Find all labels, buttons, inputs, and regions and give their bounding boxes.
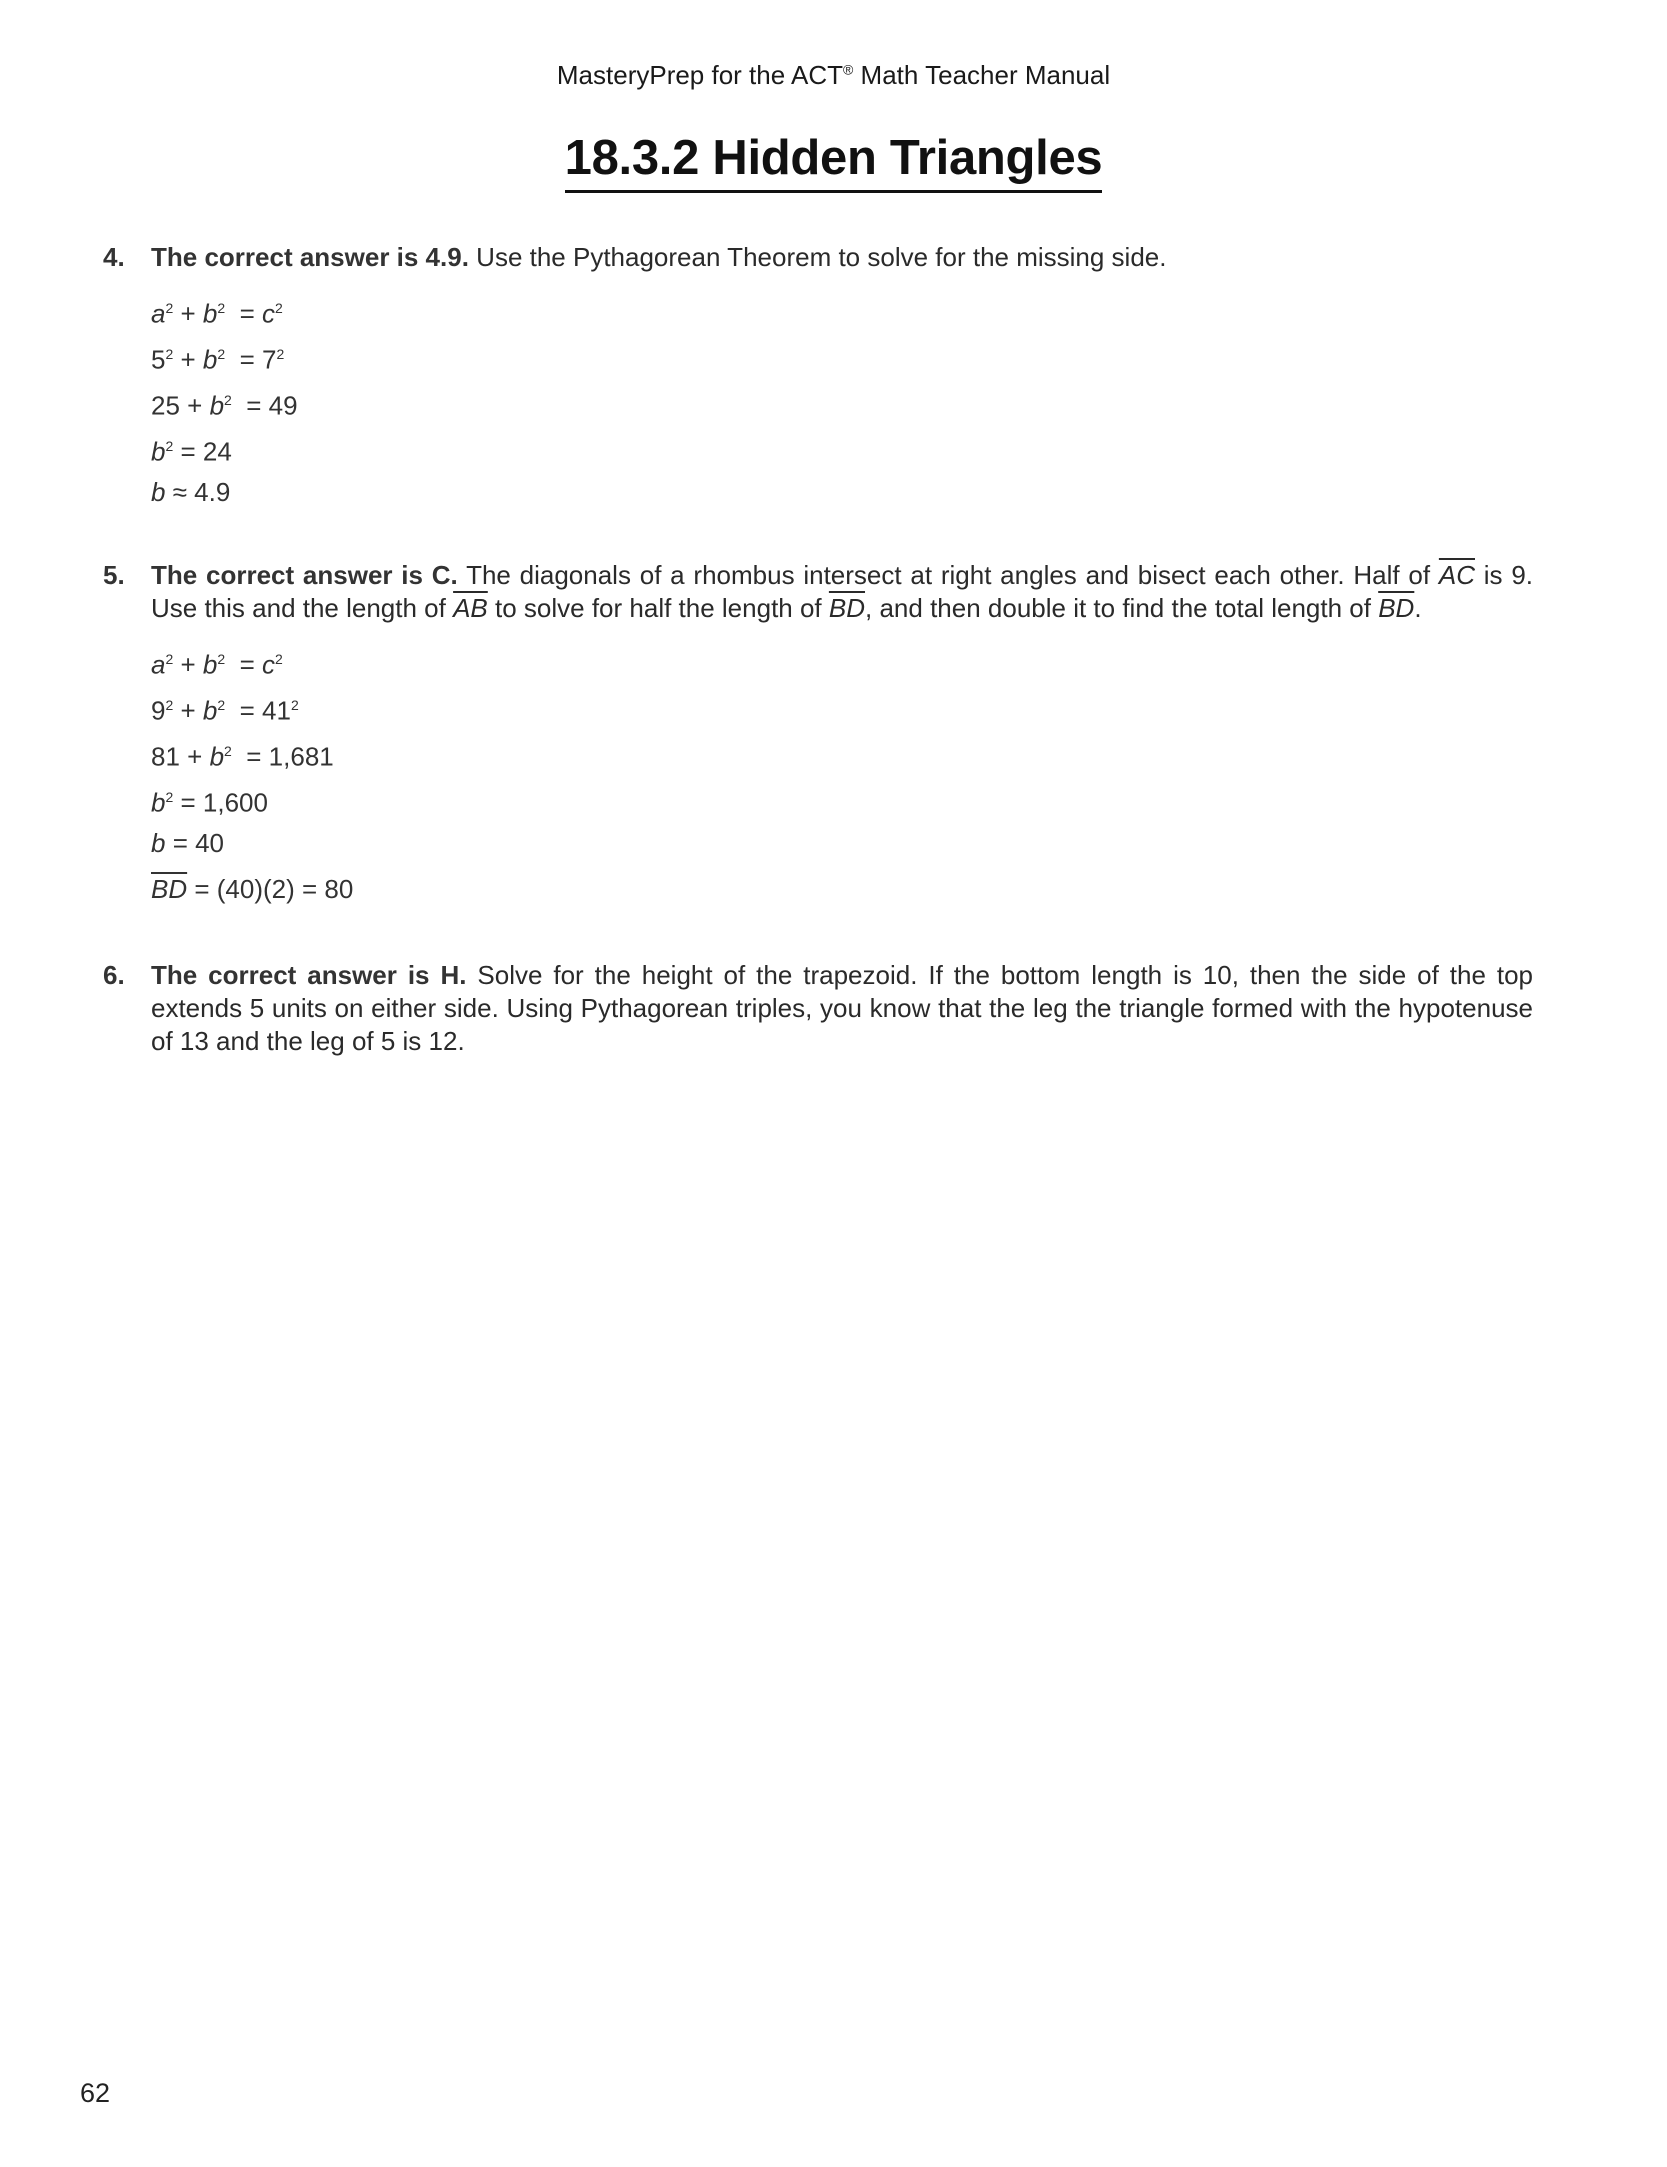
segment-ab: $\overline{AB}$: [453, 593, 488, 623]
step: $b^2 = 1,600$: [151, 787, 268, 818]
problem-text: The correct answer is C. The diagonals of a rhombus intersect at right angles and bisect each other. Half of $\overline{AC}$ is 9. Use this and the length of $\overline{AB}$ to solve for half the length of $\overline{BD}$, and then double it to find the total length of $\overline{BD}$.: [151, 560, 1534, 623]
work-steps: [151, 636, 1533, 912]
explanation: Solve for the height of the trapezoid. If the bottom length is 10, then the side of the top extends 5 units on either side. Using Pythagorean triples, you know that the leg the triangle formed with the hypotenuse of 13 and the leg of 5 is 12.: [151, 960, 1534, 1056]
answer-lead: The correct answer is C.: [151, 560, 458, 590]
problem-body: [151, 559, 1533, 912]
section-title: 18.3.2 Hidden Triangles: [565, 130, 1103, 193]
registered-mark: ®: [843, 61, 854, 78]
section-title-wrap: [0, 130, 1667, 193]
page-number: 62: [80, 2078, 111, 2108]
step: $9^2 + b^2 = 41^2$: [151, 695, 299, 726]
answer-lead: The correct answer is 4.9.: [151, 242, 469, 272]
problem-text: [151, 959, 1533, 1058]
problem-body: [151, 959, 1533, 1058]
step: $\overline{BD} = (40)(2) = 80$: [151, 874, 354, 904]
problem-number: 5.: [103, 560, 125, 590]
segment-bd: $\overline{BD}$: [151, 874, 188, 904]
problem-body: [151, 241, 1533, 515]
segment-bd: $\overline{BD}$: [1378, 593, 1415, 623]
step: $a^2 + b^2 = c^2$: [151, 298, 283, 329]
step: b ≈ 4.9: [151, 477, 231, 507]
segment-bd: $\overline{BD}$: [828, 593, 866, 623]
header-text: MasteryPrep for the ACT: [556, 60, 843, 90]
problem-number: 4.: [103, 242, 125, 272]
problem-text: [151, 241, 1533, 274]
step: $b^2 = 24$: [151, 436, 232, 467]
answer-lead: The correct answer is H.: [151, 960, 467, 990]
work-steps: [151, 285, 1533, 515]
step: $25 + b^2 = 49$: [151, 390, 298, 421]
step: $5^2 + b^2 = 7^2$: [151, 344, 285, 375]
running-header: [0, 60, 1667, 91]
explanation: Use the Pythagorean Theorem to solve for the missing side.: [468, 242, 1167, 272]
step: $a^2 + b^2 = c^2$: [151, 649, 283, 680]
step: b = 40: [151, 828, 225, 858]
segment-ac: $\overline{AC}$: [1438, 560, 1475, 590]
problem-number: 6.: [103, 960, 125, 990]
header-text-end: Math Teacher Manual: [853, 60, 1111, 90]
step: $81 + b^2 = 1,681$: [151, 741, 334, 772]
